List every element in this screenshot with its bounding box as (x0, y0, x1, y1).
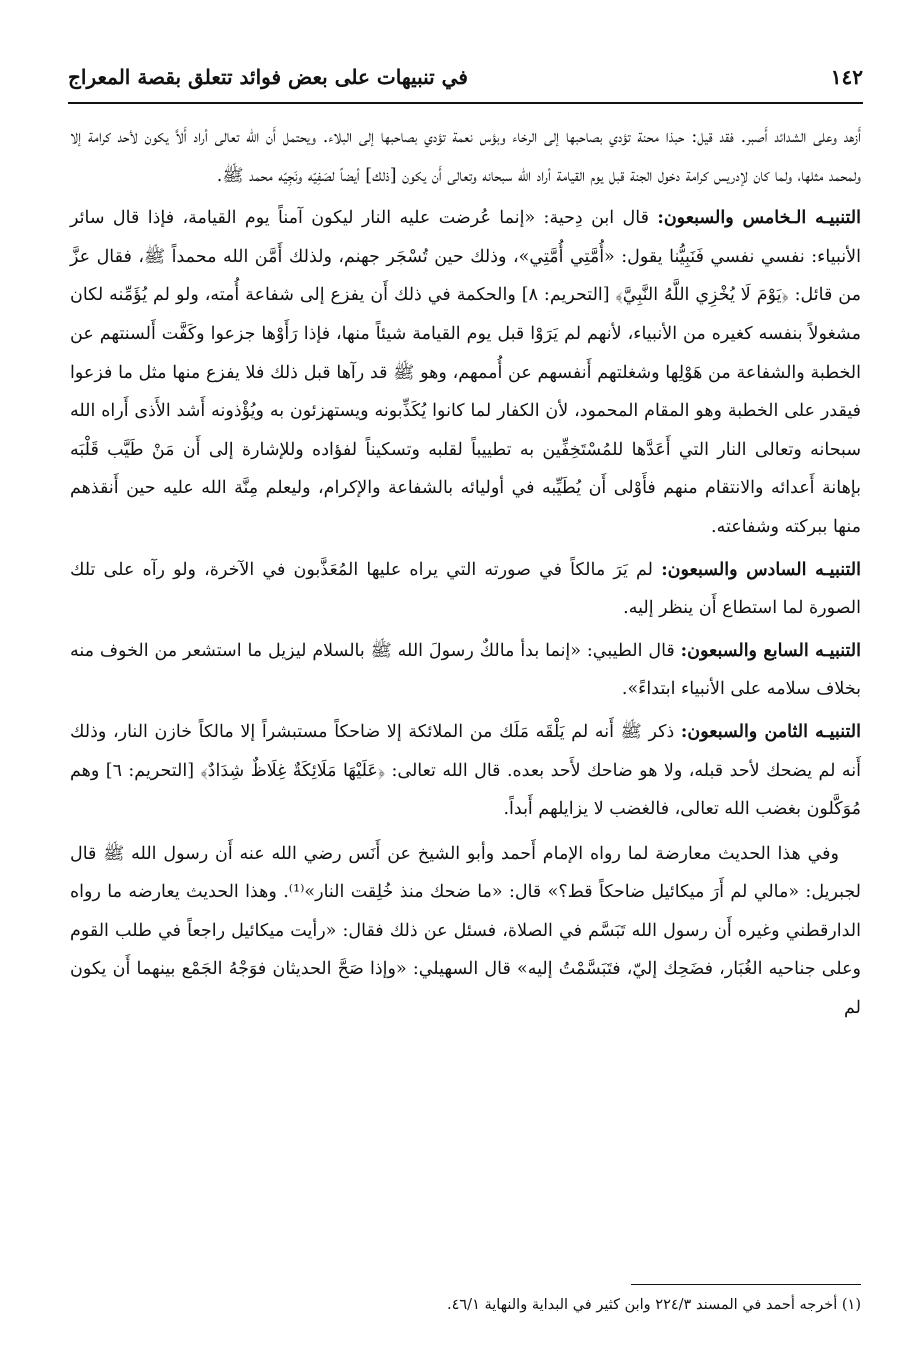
paragraph-text: قال ابن دِحية: «إنما عُرضت عليه النار ليكون آمناً يوم القيامة، فإذا قال سائر الأنبياء: نفسي نفسي فَنَبِيُّنا يقول: «أُمَّتِي أُمَّتِي»، وذلك حين تُسْجَر جهنم، ولذلك أَمَّن الله محمداً ﷺ، فقال عزَّ من قائل: ﴿يَوْمَ لَا يُخْزِي اللَّهُ النَّبِيَّ﴾ [التحريم: ٨] والحكمة في ذلك أَن يفزع إلى شفاعة أُمته، ولو لم يُؤَمِّنه لكان مشغولاً بنفسه كغيره من الأنبياء، لأنهم لم يَرَوْا قبل يوم القيامة شيئاً منها، فإذا رَأَوْها جزعوا وكَفَّت أَلسنتهم عن الخطبة والشفاعة من هَوْلِها وشغلتهم أَنفسهم عن أُممهم، وهو ﷺ قد رآها قبل ذلك فلا يفزع منها مثل ما فزعوا فيقدر على الخطبة وهو المقام المحمود، لأن الكفار لما كانوا يُكَذِّبونه ويستهزئون به ويُؤْذونه أَشد الأَذى أَراه الله سبحانه وتعالى النار التي أَعَدَّها للمُسْتَخِفِّين به تطييباً لقلبه وتسكيناً لفؤاده وللإشارة إلى أَن مَنْ طَيَّب قَلْبَه بإهانة أَعدائه والانتقام منهم فأَوْلى أَن يُطَيِّبه في أوليائه بالشفاعة والإكرام، وليعلم مِنَّة الله عليه حين أَنقذهم منها ببركته وشفاعته. (70, 208, 861, 537)
footnote: (١) أخرجه أحمد في المسند ٢٢٤/٣ وابن كثير في البداية والنهاية ٤٦/١. (447, 1297, 861, 1313)
section-heading: التنبيـه السابع والسبعون: (680, 640, 861, 661)
section-heading: التنبيـه السادس والسبعون: (661, 559, 861, 580)
paragraph-text: قال الطيبي: «إنما بدأ مالكٌ رسولَ الله ﷺ بالسلام ليزيل ما استشعر من الخوف منه بخلاف سلامه على الأنبياء ابتداءً». (70, 640, 861, 700)
paragraph-text: أَزهد وعلى الشدائد أَصبر. فقد قيل: حبذا محنة تؤدي بصاحبها إلى الرخاء وبؤس نعمة تؤدي بصاحبها إلى البلاء. ويحتمل أَن الله تعالى أراد أَلاَّ يكون لأحد كرامة إلا ولمحمد مثلها، ولما كان لإدريس كرامة دخول الجنة قبل يوم القيامة أراد الله سبحانه وتعالى أَن يكون [ذلك] أيضاً لصَفِيّه ونَجِيّه محمد ﷺ. (70, 127, 861, 186)
paragraph-3 (70, 551, 861, 628)
paragraph-2 (70, 199, 861, 546)
paragraph-text: لم يَرَ مالكاً في صورته التي يراه عليها المُعَذَّبون في الآخرة، ولو رآه على تلك الصورة لما استطاع أَن ينظر إليه. (70, 559, 861, 619)
running-title: في تنبيهات على بعض فوائد تتعلق بقصة المعراج (68, 65, 468, 89)
paragraph-1 (70, 118, 861, 195)
paragraph-4 (70, 632, 861, 709)
paragraph-5 (70, 713, 861, 829)
paragraph-text: ذكر ﷺ أَنه لم يَلْقَه مَلَك من الملائكة إلا ضاحكاً مستبشراً إلا مالكاً خازن النار، وذلك أَنه لم يضحك لأحد قبله، ولا هو ضاحك لأَحد بعده. قال الله تعالى: ﴿عَلَيْهَا مَلَائِكَةٌ غِلَاظٌ شِدَادٌ﴾ [التحريم: ٦] وهم مُوَكَّلون بغضب الله تعالى، فالغضب لا يزايلهم أَبداً. (70, 721, 862, 820)
page-number: ١٤٢ (830, 65, 863, 89)
section-heading: التنبيـه الثامن والسبعون: (680, 721, 861, 742)
section-heading: التنبيـه الـخامس والسبعون: (657, 208, 861, 229)
header-rule (68, 102, 863, 104)
paragraph-text: وفي هذا الحديث معارضة لما رواه الإمام أَحمد وأبو الشيخ عن أَنَس رضي الله عنه أَن رسول الله ﷺ قال لجبريل: «مالي لم أَرَ ميكائيل ضاحكاً قط؟» قال: «ما ضحك منذ خُلِقت النار»⁽¹⁾. وهذا الحديث يعارضه ما رواه الدارقطني وغيره أَن رسول الله تَبَسَّم في الصلاة، فسئل عن ذلك فقال: «رأيت ميكائيل راجعاً في طلب القوم وعلى جناحيه الغُبَار، فضَحِك إليّ، فتَبَسَّمْتُ إليه» قال السهيلي: «وإذا صَحَّ الحديثان فوَجْهُ الجَمْع بينهما أَن يكون لم (70, 843, 862, 1019)
paragraph-6 (70, 835, 861, 1028)
page-header (68, 58, 863, 96)
footnote-rule (631, 1284, 861, 1285)
page-body (70, 118, 861, 1028)
